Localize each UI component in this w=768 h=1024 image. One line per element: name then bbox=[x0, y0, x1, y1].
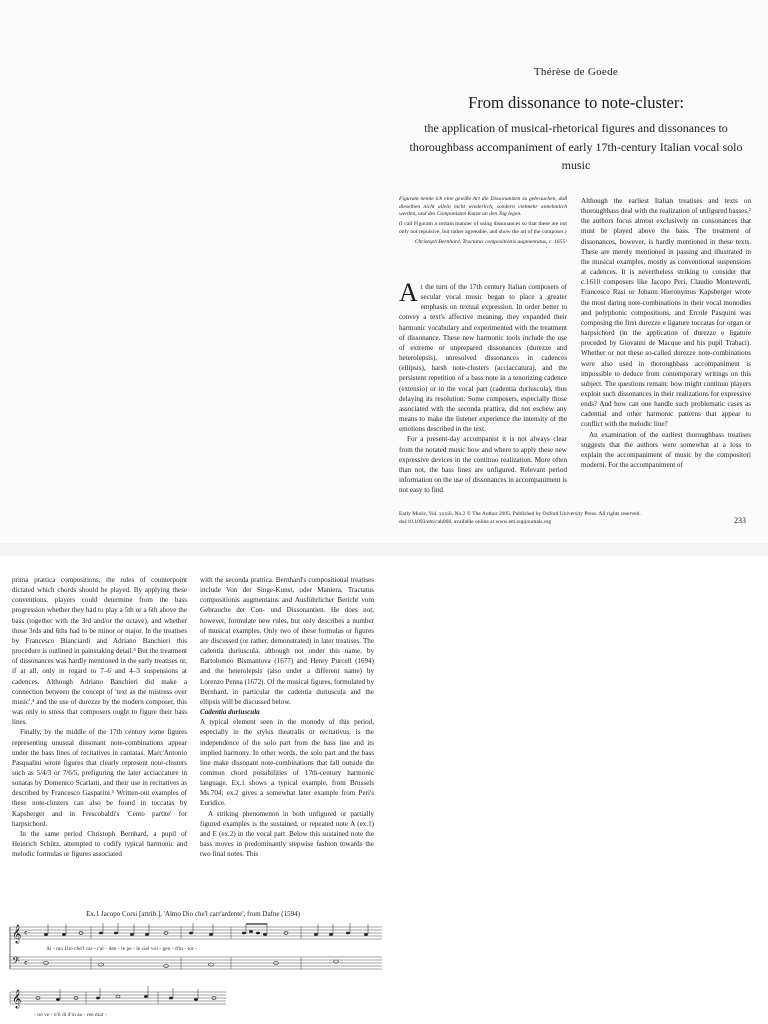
bass-clef-icon: 𝄢 bbox=[12, 955, 20, 969]
epigraph-attribution: Christoph Bernhard, Tractatus compositionis augmentatus, c. 1655¹ bbox=[414, 238, 567, 245]
time-signature-icon: 𝄴 bbox=[24, 959, 28, 968]
body-paragraph: In the same period Christoph Bernhard, a pupil of Heinrich Schütz, attempted to codify typical harmonic and melodic formulas or figures associated bbox=[12, 829, 187, 859]
lyrics-line-1: Al - mo Dio che'l car - r'ar - den - te pe - le ciel vol - gen - d'in - tor - bbox=[46, 946, 197, 952]
footer-doi: doi:10.1093/em/cah068, available online at www.em.oupjournals.org bbox=[399, 518, 552, 525]
body-paragraph: Finally, by the middle of the 17th century some figures representing unusual dissonant note-combinations appear under the bass lines of recitatives in cantatas. Marc'Antonio Pasqualini wrote figures that clearly represent note-clusters such as 5/4/3 or 7/6/5, prefiguring the later acciaccature in sonatas by Domenico Scarlatti, and their use in recitatives as described by Francesco Gasparini.⁵ Written-out examples of these note-clusters can also be found in toccatas by Kapsberger and in Frescobaldi's 'Cento partite' for harpsichord. bbox=[12, 728, 187, 828]
treble-clef-icon: 𝄞 bbox=[12, 991, 22, 1008]
article-subtitle: the application of musical-rhetorical figures and dissonances to thoroughbass accompaniment of early 17th-century Italian vocal solo music bbox=[409, 121, 743, 172]
body-paragraph: An examination of the earliest thoroughbass treatises suggests that the authors were somewhat at a loss to explain the accompaniment of music by the compositori moderni. For the accompaniment of bbox=[581, 430, 751, 470]
body-paragraph: A striking phenomenon in both unfigured or partially figured examples is the sustained, or repeated note A (ex.1) and E (ex.2) in the vocal part. Below this sustained note the bass moves in predominantly stepwise fashion towards the two final notes. This bbox=[200, 809, 374, 859]
page2-right-column bbox=[200, 575, 374, 859]
footer-copyright: Early Music, Vol. xxxiii, No.2 © The Author 2005. Published by Oxford University Press. All rights reserved. bbox=[399, 511, 641, 517]
melody-notes-system-2 bbox=[36, 986, 216, 1001]
lyrics-line-2: - no ve - n'il di d'in au - ree mar - bbox=[34, 1012, 107, 1018]
time-signature-icon: 𝄴 bbox=[24, 929, 28, 938]
melody-notes bbox=[44, 923, 368, 936]
body-paragraph: with the seconda prattica. Bernhard's compositional treatises include Von der Singe-Kunst, oder Maniera, Tractatus compositionis augmentatus and Ausführlicher Bericht vom Gebrauche der Con- und Dissonantien. He does not, however, formulate new rules, but only describes a number of musical examples. Only two of these formulas or figures are discussed (or rather, demonstrated) in later treatises. The cadentia duriuscula, although not under this name, by Bartolomeo Bismantova (1677) and Henry Purcell (1694) and the heterolepsis (also under a different name) by Lorenzo Penna (1672). Of the musical figures, formulated by Bernhard, in particular the cadentia duriuscula and the ellipsis will be discussed below. bbox=[200, 576, 374, 706]
epigraph bbox=[399, 196, 567, 248]
body-paragraph: Although the earliest Italian treatises and texts on thoroughbass deal with the realization of unfigured basses,² the authors focus almost exclusively on consonances that must be played above the bass. The treatment of dissonances, however, is hardly mentioned in these texts. These are merely mentioned in passing and illustrated in the musical examples, mostly as conventional suspensions at cadences. It is nevertheless striking to consider that c.1610 composers like Jacopo Peri, Claudio Monteverdi, Francesco Rasi or Johann Hieronymus Kapsberger wrote the most daring note-combinations in their vocal monodies and polyphonic compositions, and Ercole Pasquini was composing the first durezze e ligature toccatas for organ or harpsichord (in the application of durezze e ligature preceded by Giovanni de Macque and his pupil Trabaci). Whether or not these so-called durezze note-combinations were also used in thoroughbass accompaniment is impossible to deduce from contemporary writings on this subject. The questions remain: how might continuo players exploit such dissonances in their realizations for expressive ends? And how can one handle such problematic cases as cadential and other harmonic patterns that appear to conflict with the melodic line? bbox=[581, 197, 751, 429]
journal-footer bbox=[399, 511, 649, 526]
bass-staff-system-1 bbox=[10, 957, 382, 969]
epigraph-german: Figuram nenne ich eine gewiße Art die Dissonantzen zu gebrauchen, daß dieselben nicht allein nicht wiederlich, sondern vielmehr annehmlich werden, und des Componisten Kunst an den Tag legen. bbox=[399, 196, 567, 218]
page-number: 233 bbox=[734, 516, 746, 525]
paragraph-text: t the turn of the 17th century Italian composers of secular vocal music began to place a greater emphasis on textual expression. In order better to convey a text's affective meaning, they expanded their harmonic vocabulary and experimented with the treatment of dissonance. These new harmonic tools include the use of extreme or unprepared dissonances (durezze and heterolepsis), unresolved dissonances in cadences (ellipsis), harsh note-clusters (acciaccatura), and the persistent repetition of a bass note in a tenorizing cadence (extensio) or in the vocal part (cadentia duriuscula), thus delaying its resolution. Some composers, especially those associated with the seconda prattica, did not eschew any means to make the listener experience the intensity of the emotions described in the text. bbox=[399, 283, 567, 434]
treble-clef-icon: 𝄞 bbox=[12, 926, 22, 943]
body-paragraph: A typical element seen in the monody of this period, especially in the stylus theatralis or recitativus, is the independence of the solo part from the bass line and its implied harmony. In other words, the solo part and the bass line make dissonant note-combinations that fall outside the common chord possibilities of 17th-century harmonic language. Ex.1 shows a typical example, from Brussels Ms.704; ex.2 gives a somewhat later example from Peri's Euridice. bbox=[200, 718, 374, 808]
music-score bbox=[6, 919, 386, 1024]
article-title: From dissonance to note-cluster: bbox=[468, 93, 684, 112]
page1-left-column bbox=[399, 278, 567, 495]
page2-left-column bbox=[12, 575, 187, 859]
body-paragraph: For a present-day accompanist it is not always clear from the notated music how and where to apply these new expressive devices in the continuo realization. More often than not, the bass lines are unfigured. Relevant period information on the use of dissonances in accompaniment is not easy to find. bbox=[399, 435, 567, 495]
example-caption: Ex.1 Jacopo Corsi [attrib.], 'Almo Dio che'l carr'ardente', from Dafne (1594) bbox=[86, 910, 300, 918]
drop-cap: A bbox=[399, 278, 418, 307]
journal-page-234 bbox=[0, 556, 768, 1024]
page1-right-column bbox=[581, 196, 751, 470]
bass-notes bbox=[44, 960, 339, 968]
author-name: Thérèse de Goede bbox=[533, 66, 619, 78]
body-paragraph: prima prattica compositions, the rules of counterpoint dictated which chords should be played. By applying these conventions, players could determine from the bass progression whether they had to play a 5th or a 6th above the bass (together with the 3rd and/or the octave), and whether those 3rds and 6ths had to be minor or major. In the treatises by Francesco Bianciardi and Adriano Banchieri this procedure is outlined in painstaking detail.³ But the treatment of dissonances was hardly mentioned in the early treatises or, if at all, only in regard to 7–6 and 4–3 suspensions at cadences. Although Adriano Banchieri did make a connection between the concept of 'text as the mistress over music',⁴ and the use of durezze by the modern composer, this was only to stress that composers ought to figure their bass lines. bbox=[12, 576, 187, 727]
body-paragraph bbox=[399, 278, 567, 434]
epigraph-translation: (I call Figuram a certain manner of using dissonances so that these are not only not repulsive, but rather agreeable, and show the art of the composer.) bbox=[399, 221, 567, 235]
section-heading: Cadentia duriuscula bbox=[200, 708, 260, 717]
